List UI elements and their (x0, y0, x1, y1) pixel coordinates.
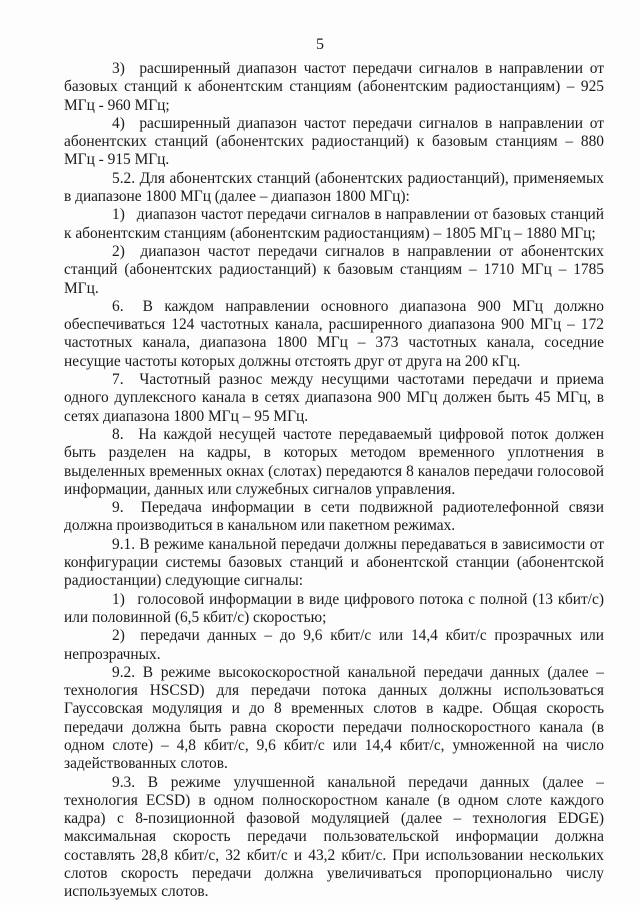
paragraph-7: 7. Частотный разнос между несущими частотами передачи и приема одного дуплексного канала в сетях диапазона 900 МГц должен быть 45 МГц, в сетях диапазона 1800 МГц – 95 МГц. (64, 371, 604, 425)
paragraph-9-3: 9.3. В режиме улучшенной канальной передачи данных (далее – технология ECSD) в одном полноскоростном канале (в одном слоте каждого кадра) с 8-позиционной фазовой модуляцией (далее – технология EDGE) максимальная скорость передачи пользовательской информации должна составлять 28,8 кбит/с, 32 кбит/с и 43,2 кбит/с. При использовании нескольких слотов скорость передачи должна увеличиваться пропорционально числу используемых слотов. (64, 773, 604, 901)
document-body (64, 60, 604, 902)
paragraph-6: 6. В каждом направлении основного диапазона 900 МГц должно обеспечиваться 124 частотных канала, расширенного диапазона 900 МГц – 172 частотных канала, диапазона 1800 МГц – 373 частотных канала, соседние несущие частоты которых должны отстоять друг от друга на 200 кГц. (64, 297, 604, 370)
paragraph-9-2: 9.2. В режиме высокоскоростной канальной передачи данных (далее – технология HSCSD) для передачи потока данных должны использоваться Гауссовская модуляция и до 8 временных слотов в кадре. Общая скорость передачи должна быть равна скорости передачи полноскоростного канала (в одном слоте) – 4,8 кбит/с, 9,6 кбит/с или 14,4 кбит/с, умноженной на число задействованных слотов. (64, 663, 604, 773)
paragraph-9-1: 9.1. В режиме канальной передачи должны передаваться в зависимости от конфигурации системы базовых станций и абонентской станции (абонентской радиостанции) следующие сигналы: (64, 535, 604, 590)
paragraph-9: 9. Передача информации в сети подвижной радиотелефонной связи должна производиться в канальном или пакетном режимах. (64, 499, 604, 535)
paragraph-5-2-item-1: 1) диапазон частот передачи сигналов в направлении от базовых станций к абонентским станциям (абонентским радиостанциям) – 1805 МГц – 1880 МГц; (64, 206, 604, 242)
paragraph-5-2-item-2: 2) диапазон частот передачи сигналов в направлении от абонентских станций (абонентских радиостанций) к базовым станциям – 1710 МГц – 1785 МГц. (64, 242, 604, 297)
paragraph-9-1-item-1: 1) голосовой информации в виде цифрового потока с полной (13 кбит/с) или половинной (6,5 кбит/с) скоростью; (64, 590, 604, 626)
paragraph-8: 8. На каждой несущей частоте передаваемый цифровой поток должен быть разделен на кадры, в которых методом временного уплотнения в выделенных временных окнах (слотах) передаются 8 каналов передачи голосовой информации, данных или служебных сигналов управления. (64, 425, 604, 498)
paragraph-5-2: 5.2. Для абонентских станций (абонентских радиостанций), применяемых в диапазоне 1800 МГц (далее – диапазон 1800 МГц): (64, 169, 604, 206)
page-number: 5 (316, 36, 324, 53)
paragraph-9-1-item-2: 2) передачи данных – до 9,6 кбит/с или 14,4 кбит/с прозрачных или непрозрачных. (64, 627, 604, 663)
paragraph-item-3: 3) расширенный диапазон частот передачи сигналов в направлении от базовых станций к абонентским станциям (абонентским радиостанциям) – 925 МГц - 960 МГц; (64, 60, 604, 114)
paragraph-item-4: 4) расширенный диапазон частот передачи сигналов в направлении от абонентских станций (абонентских радиостанций) к базовым станциям – 880 МГц - 915 МГц. (64, 114, 604, 169)
